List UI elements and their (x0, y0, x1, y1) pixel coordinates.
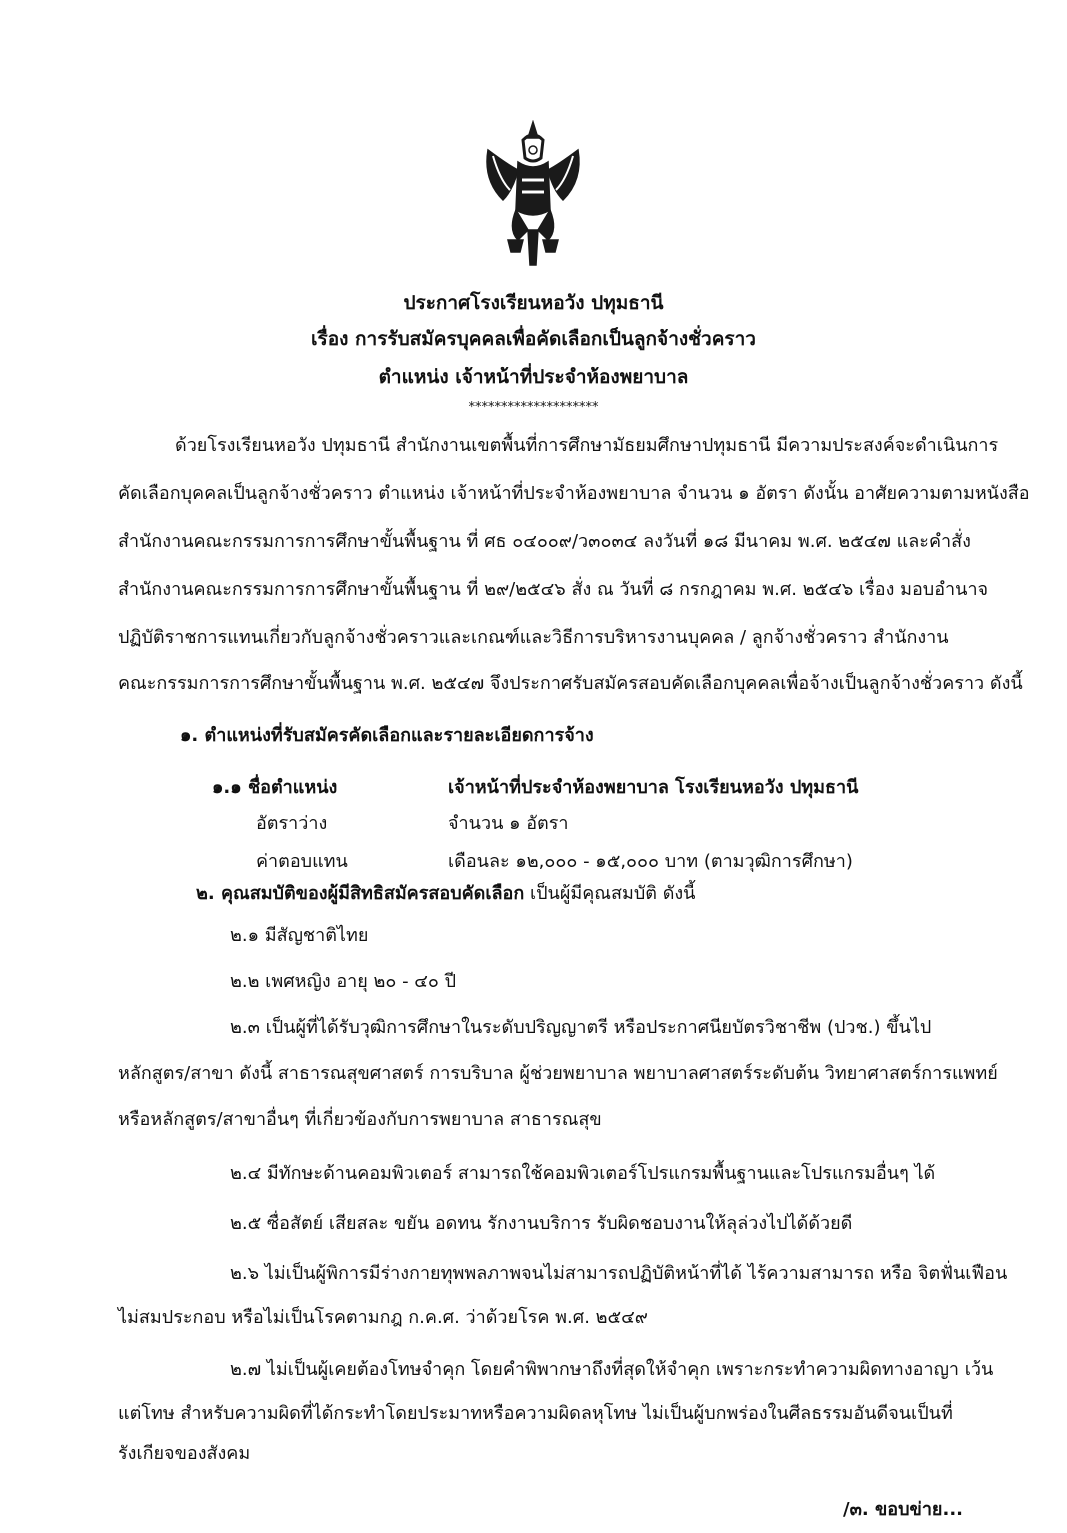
section1-heading: ๑. ตำแหน่งที่รับสมัครคัดเลือกและรายละเอียดการจ้าง (180, 725, 594, 746)
intro-line: คณะกรรมการการศึกษาขั้นพื้นฐาน พ.ศ. ๒๕๔๗ จึงประกาศรับสมัครสอบคัดเลือกบุคคลเพื่อจ้างเป็นลูกจ้างชั่วคราว ดังนี้ (118, 673, 1023, 694)
qualification-line: ๒.๖ ไม่เป็นผู้พิการมีร่างกายทุพพลภาพจนไม่สามารถปฏิบัติหน้าที่ได้ ไร้ความสามารถ หรือ จิตฟั่นเฟือน (230, 1263, 1008, 1284)
intro-line: ด้วยโรงเรียนหอวัง ปทุมธานี สำนักงานเขตพื้นที่การศึกษามัธยมศึกษาปทุมธานี มีความประสงค์จะดำเนินการ (175, 435, 999, 456)
announcement-position: ตำแหน่ง เจ้าหน้าที่ประจำห้องพยาบาล (378, 366, 689, 388)
intro-line: สำนักงานคณะกรรมการการศึกษาขั้นพื้นฐาน ที่ ๒๙/๒๕๔๖ สั่ง ณ วันที่ ๘ กรกฎาคม พ.ศ. ๒๕๔๖ เรื่อง มอบอำนาจ (118, 579, 989, 600)
qualification-line: ๒.๗ ไม่เป็นผู้เคยต้องโทษจำคุก โดยคำพิพากษาถึงที่สุดให้จำคุก เพราะกระทำความผิดทางอาญา เว้น (230, 1359, 994, 1380)
qualification-line: ๒.๔ มีทักษะด้านคอมพิวเตอร์ สามารถใช้คอมพิวเตอร์โปรแกรมพื้นฐานและโปรแกรมอื่นๆ ได้ (230, 1163, 936, 1184)
qualification-line: หลักสูตร/สาขา ดังนี้ สาธารณสุขศาสตร์ การบริบาล ผู้ช่วยพยาบาล พยาบาลศาสตร์ระดับต้น วิทยาศาสตร์การแพทย์ (118, 1063, 998, 1084)
qualification-line: ๒.๕ ซื่อสัตย์ เสียสละ ขยัน อดทน รักงานบริการ รับผิดชอบงานให้ลุล่วงไปได้ด้วยดี (230, 1213, 853, 1234)
garuda-emblem (478, 120, 588, 270)
pay-label: ค่าตอบแทน (256, 851, 348, 872)
qualification-line: ๒.๓ เป็นผู้ที่ได้รับวุฒิการศึกษาในระดับปริญญาตรี หรือประกาศนียบัตรวิชาชีพ (ปวช.) ขึ้นไป (230, 1017, 932, 1038)
section2-heading (196, 882, 695, 906)
separator-stars: ******************** (468, 400, 599, 415)
qualification-line: แต่โทษ สำหรับความผิดที่ได้กระทำโดยประมาทหรือความผิดลหุโทษ ไม่เป็นผู้บกพร่องในศีลธรรมอันดีจนเป็นที่ (118, 1403, 953, 1424)
vacancy-label: อัตราว่าง (256, 813, 328, 834)
section2-heading-bold: ๒. คุณสมบัติของผู้มีสิทธิสมัครสอบคัดเลือก (196, 883, 525, 904)
qualification-line: ๒.๒ เพศหญิง อายุ ๒๐ - ๔๐ ปี (230, 971, 457, 992)
announcement-title: ประกาศโรงเรียนหอวัง ปทุมธานี (403, 292, 664, 314)
qualification-line: หรือหลักสูตร/สาขาอื่นๆ ที่เกี่ยวข้องกับการพยาบาล สาธารณสุข (118, 1109, 602, 1130)
position-name-label: ๑.๑ ชื่อตำแหน่ง (212, 777, 338, 798)
intro-line: คัดเลือกบุคคลเป็นลูกจ้างชั่วคราว ตำแหน่ง เจ้าหน้าที่ประจำห้องพยาบาล จำนวน ๑ อัตรา ดังนั้น อาศัยความตามหนังสือ (118, 483, 1030, 504)
continuation-footer: /๓. ขอบข่าย... (843, 1499, 963, 1520)
vacancy-value: จำนวน ๑ อัตรา (448, 813, 569, 834)
announcement-subject: เรื่อง การรับสมัครบุคคลเพื่อคัดเลือกเป็นลูกจ้างชั่วคราว (311, 328, 756, 350)
section2-heading-rest: เป็นผู้มีคุณสมบัติ ดังนี้ (524, 883, 696, 904)
qualification-line: รังเกียจของสังคม (118, 1443, 251, 1464)
intro-line: สำนักงานคณะกรรมการการศึกษาขั้นพื้นฐาน ที่ ศธ ๐๔๐๐๙/ว๓๐๓๔ ลงวันที่ ๑๘ มีนาคม พ.ศ. ๒๕๔๗ และคำสั่ง (118, 531, 971, 552)
qualification-line: ๒.๑ มีสัญชาติไทย (230, 925, 369, 946)
pay-value: เดือนละ ๑๒,๐๐๐ - ๑๕,๐๐๐ บาท (ตามวุฒิการศึกษา) (448, 851, 853, 872)
intro-line: ปฏิบัติราชการแทนเกี่ยวกับลูกจ้างชั่วคราวและเกณฑ์และวิธีการบริหารงานบุคคล / ลูกจ้างชั่วคราว สำนักงาน (118, 627, 949, 648)
qualification-line: ไม่สมประกอบ หรือไม่เป็นโรคตามกฎ ก.ค.ศ. ว่าด้วยโรค พ.ศ. ๒๕๔๙ (118, 1307, 648, 1328)
position-name-value: เจ้าหน้าที่ประจำห้องพยาบาล โรงเรียนหอวัง ปทุมธานี (448, 777, 859, 798)
